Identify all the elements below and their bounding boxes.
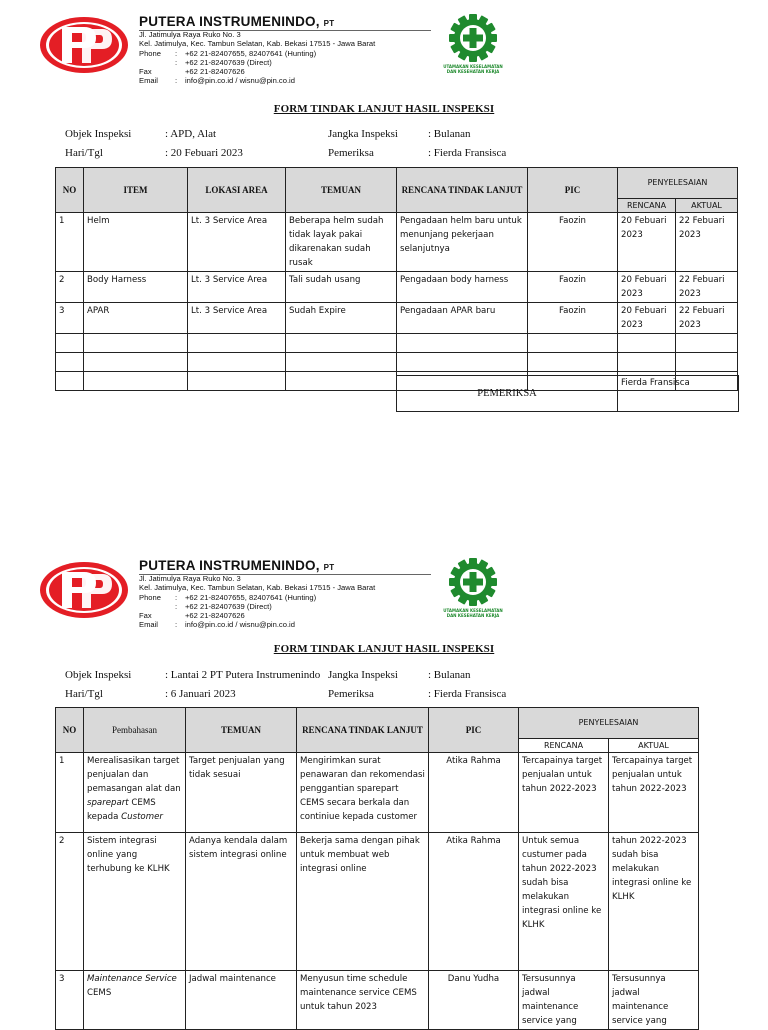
cell-temuan: Jadwal maintenance [186,971,297,1030]
company-name: PUTERA INSTRUMENINDO, PT [139,558,335,573]
cell-pic: Faozin [528,303,618,334]
pemeriksa-value: : Fierda Fransisca [428,147,507,159]
cell-item: Helm [84,213,188,272]
jangka-value: : Bulanan [428,128,471,140]
svg-text:DAN KESEHATAN KERJA: DAN KESEHATAN KERJA [446,69,500,74]
hari-label: Hari/Tgl [65,688,103,700]
col-no: NO [56,168,84,213]
table-row-empty [56,334,738,353]
col-rencana: RENCANA [618,199,676,213]
cell-rencana: 20 Febuari 2023 [618,213,676,272]
jangka-label: Jangka Inspeksi [328,669,398,681]
cell-temuan: Adanya kendala dalam sistem integrasi online [186,833,297,971]
company-logo [38,560,130,620]
cell-no: 3 [56,303,84,334]
col-penyelesaian: PENYELESAIAN [519,708,699,739]
jangka-value: : Bulanan [428,669,471,681]
cell-temuan: Sudah Expire [286,303,397,334]
cell-pic: Danu Yudha [429,971,519,1030]
col-rencana-tindak: RENCANA TINDAK LANJUT [397,168,528,213]
company-address: Jl. Jatimulya Raya Ruko No. 3 Kel. Jatimulya, Kec. Tambun Selatan, Kab. Bekasi 17515 - Jawa Barat Phone : +62 21-82407655, 82407641 (Hunting) : +62 21-82407639 (Direct) Fax +62 21-82407626 Email : info@pin.co.id / wisnu@pin.co.id [139,30,376,86]
objek-value: : APD, Alat [165,128,217,140]
k3-safety-logo [440,558,506,620]
inspection-form-2 [0,540,768,1024]
cell-temuan: Beberapa helm sudah tidak layak pakai dikarenakan sudah rusak [286,213,397,272]
k3-safety-logo [440,14,506,76]
company-logo [38,15,130,75]
cell-pic: Atika Rahma [429,753,519,833]
cell-lokasi: Lt. 3 Service Area [188,272,286,303]
col-item: ITEM [84,168,188,213]
cell-rencana: Untuk semua custumer pada tahun 2022-2023 sudah bisa melakukan integrasi online ke KLHK [519,833,609,971]
col-pic: PIC [429,708,519,753]
signoff-box [396,375,739,412]
col-penyelesaian: PENYELESAIAN [618,168,738,199]
cell-pembahasan: Maintenance Service CEMS [84,971,186,1030]
cell-pic: Faozin [528,272,618,303]
form-title: FORM TINDAK LANJUT HASIL INSPEKSI [273,103,495,115]
col-temuan: TEMUAN [186,708,297,753]
company-address: Jl. Jatimulya Raya Ruko No. 3 Kel. Jatimulya, Kec. Tambun Selatan, Kab. Bekasi 17515 - Jawa Barat Phone : +62 21-82407655, 82407641 (Hunting) : +62 21-82407639 (Direct) Fax +62 21-82407626 Email : info@pin.co.id / wisnu@pin.co.id [139,574,376,630]
cell-rencana-tindak: Pengadaan helm baru untuk menunjang pekerjaan selanjutnya [397,213,528,272]
inspection-table-1 [55,167,738,391]
hari-label: Hari/Tgl [65,147,103,159]
jangka-label: Jangka Inspeksi [328,128,398,140]
table-row [56,833,699,971]
cell-pic: Faozin [528,213,618,272]
company-name: PUTERA INSTRUMENINDO, PT [139,14,335,29]
cell-rencana: 20 Febuari 2023 [618,303,676,334]
cell-pembahasan: Sistem integrasi online yang terhubung ke KLHK [84,833,186,971]
pemeriksa-value: : Fierda Fransisca [428,688,507,700]
table-row [56,303,738,334]
cell-lokasi: Lt. 3 Service Area [188,213,286,272]
cell-no: 3 [56,971,84,1030]
inspection-table-2 [55,707,699,1030]
cell-aktual: Tercapainya target penjualan untuk tahun 2022-2023 [609,753,699,833]
table-row [56,753,699,833]
signoff-name: Fierda Fransisca [621,378,690,388]
col-rencana: RENCANA [519,739,609,753]
cell-rencana-tindak: Pengadaan body harness [397,272,528,303]
cell-rencana: 20 Febuari 2023 [618,272,676,303]
cell-rencana-tindak: Bekerja sama dengan pihak untuk membuat web integrasi online [297,833,429,971]
cell-item: APAR [84,303,188,334]
cell-aktual: 22 Febuari 2023 [676,213,738,272]
col-rencana-tindak: RENCANA TINDAK LANJUT [297,708,429,753]
objek-value: : Lantai 2 PT Putera Instrumenindo [165,669,321,681]
cell-lokasi: Lt. 3 Service Area [188,303,286,334]
table-row-empty [56,353,738,372]
hari-value: : 20 Febuari 2023 [165,147,243,159]
cell-aktual: tahun 2022-2023 sudah bisa melakukan integrasi online ke KLHK [609,833,699,971]
cell-temuan: Target penjualan yang tidak sesuai [186,753,297,833]
cell-temuan: Tali sudah usang [286,272,397,303]
col-pembahasan: Pembahasan [84,708,186,753]
col-temuan: TEMUAN [286,168,397,213]
svg-text:UTAMAKAN KESELAMATAN: UTAMAKAN KESELAMATAN [443,64,503,69]
col-aktual: AKTUAL [609,739,699,753]
cell-no: 1 [56,213,84,272]
cell-rencana-tindak: Mengirimkan surat penawaran dan rekomendasi penggantian sparepart CEMS secara berkala dan continiue kepada customer [297,753,429,833]
svg-text:DAN KESEHATAN KERJA: DAN KESEHATAN KERJA [446,613,500,618]
svg-text:UTAMAKAN KESELAMATAN: UTAMAKAN KESELAMATAN [443,608,503,613]
pemeriksa-label: Pemeriksa [328,147,374,159]
cell-pic: Atika Rahma [429,833,519,971]
col-aktual: AKTUAL [676,199,738,213]
signoff-label: PEMERIKSA [397,376,618,411]
col-no: NO [56,708,84,753]
hari-value: : 6 Januari 2023 [165,688,236,700]
cell-no: 2 [56,272,84,303]
col-lokasi: LOKASI AREA [188,168,286,213]
cell-rencana: Tercapainya target penjualan untuk tahun 2022-2023 [519,753,609,833]
cell-no: 1 [56,753,84,833]
cell-pembahasan: Merealisasikan target penjualan dan pemasangan alat dan sparepart CEMS kepada Customer [84,753,186,833]
table-row [56,272,738,303]
table-row [56,971,699,1030]
pemeriksa-label: Pemeriksa [328,688,374,700]
cell-rencana: Tersusunnya jadwal maintenance service yang [519,971,609,1030]
table-row [56,213,738,272]
cell-rencana-tindak: Pengadaan APAR baru [397,303,528,334]
col-pic: PIC [528,168,618,213]
cell-aktual: 22 Febuari 2023 [676,303,738,334]
cell-aktual: 22 Febuari 2023 [676,272,738,303]
objek-label: Objek Inspeksi [65,128,132,140]
cell-item: Body Harness [84,272,188,303]
objek-label: Objek Inspeksi [65,669,132,681]
cell-aktual: Tersusunnya jadwal maintenance service yang [609,971,699,1030]
form-title: FORM TINDAK LANJUT HASIL INSPEKSI [273,643,495,655]
cell-no: 2 [56,833,84,971]
cell-rencana-tindak: Menyusun time schedule maintenance service CEMS untuk tahun 2023 [297,971,429,1030]
